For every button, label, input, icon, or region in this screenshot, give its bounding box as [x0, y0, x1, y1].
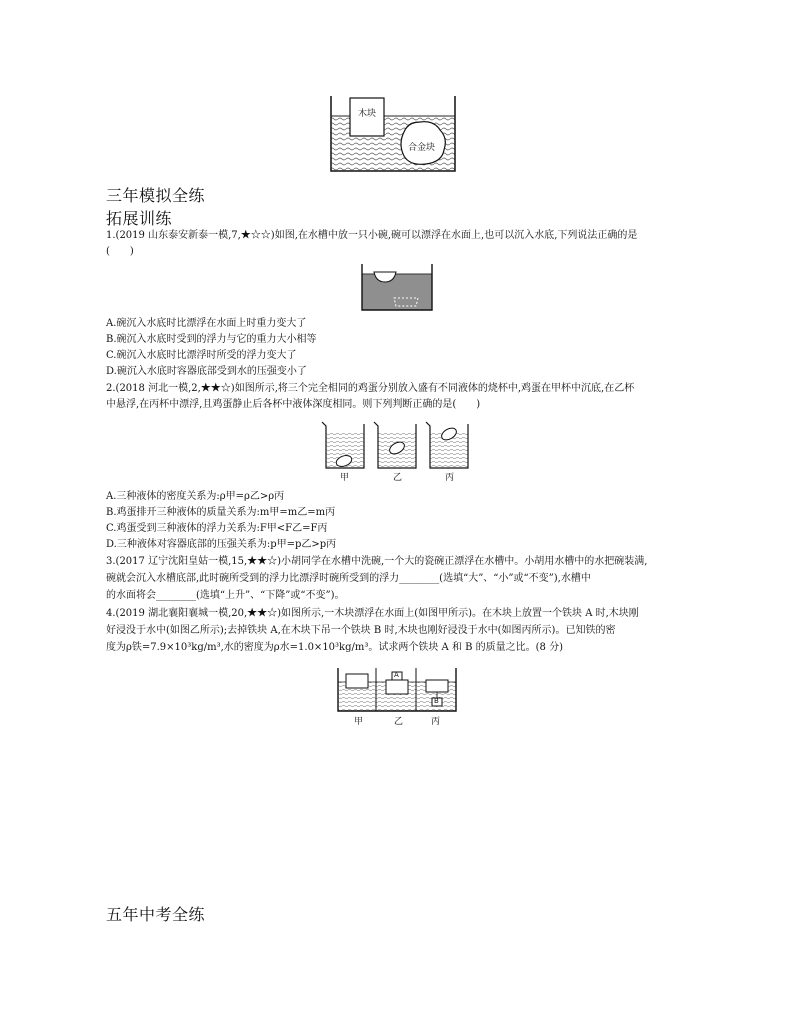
section-heading-extension: 拓展训练: [106, 209, 173, 228]
wood-label: 木块: [358, 109, 377, 119]
tank-label-yi: 乙: [394, 717, 404, 727]
beaker-label-bing: 丙: [445, 473, 455, 483]
q2-stem-line1: 2.(2018 河北一模,2,★★☆)如图所示,将三个完全相同的鸡蛋分别放入盛有不同液体的烧杯中,鸡蛋在甲杯中沉底,在乙杯: [106, 383, 635, 394]
tank-label-jia: 甲: [354, 717, 364, 727]
iron-b-label: B: [434, 697, 439, 705]
q1-option-b: B.碗沉入水底时受到的浮力与它的重力大小相等: [106, 334, 317, 345]
q1-option-a: A.碗沉入水底时比漂浮在水面上时重力变大了: [106, 318, 307, 329]
q1-option-c: C.碗沉入水底时比漂浮时所受的浮力变大了: [106, 350, 297, 361]
beaker-label-yi: 乙: [393, 473, 403, 483]
section-heading-three-year: 三年模拟全练: [106, 186, 206, 205]
q3-stem-line3: 的水面将会________(选填“上升”、“下降”或“不变”)。: [106, 590, 345, 601]
q3-stem-line2: 碗就会沉入水槽底部,此时碗所受到的浮力比漂浮时碗所受到的浮力________(选填“大”、“小”或“不变”),水槽中: [106, 573, 591, 584]
alloy-label: 合金块: [408, 143, 436, 153]
q1-stem-line1: 1.(2019 山东泰安新泰一模,7,★☆☆)如图,在水槽中放一只小碗,碗可以漂浮在水面上,也可以沉入水底,下列说法正确的是: [106, 230, 638, 241]
q2-option-d: D.三种液体对容器底部的压强关系为:p甲=p乙>p丙: [106, 539, 337, 550]
q2-stem-line2: 中悬浮,在丙杯中漂浮,且鸡蛋静止后各杯中液体深度相同。则下列判断正确的是( ): [106, 399, 481, 410]
q2-option-a: A.三种液体的密度关系为:ρ甲=ρ乙>ρ丙: [106, 491, 285, 502]
figure-wood-iron-tank: [336, 668, 458, 726]
wood-block-bing: [426, 680, 448, 692]
q4-stem-line1: 4.(2019 湖北襄阳襄城一模,20,★★☆)如图所示,一木块漂浮在水面上(如图甲所示)。在木块上放置一个铁块 A 时,木块刚: [106, 608, 639, 619]
q4-stem-line2: 好浸没于水中(如图乙所示);去掉铁块 A,在木块下吊一个铁块 B 时,木块也刚好浸没于水中(如图丙所示)。已知铁的密: [106, 625, 616, 636]
q4-stem-line3: 度为ρ铁=7.9×10³kg/m³,水的密度为ρ水=1.0×10³kg/m³。试求两个铁块 A 和 B 的质量之比。(8 分): [106, 642, 563, 653]
wood-block-yi: [386, 680, 408, 694]
tank-svg: [330, 96, 456, 172]
q2-option-c: C.鸡蛋受到三种液体的浮力关系为:F甲<F乙=F丙: [106, 523, 328, 534]
section-heading-five-year: 五年中考全练: [106, 905, 206, 924]
figure-bowl-tank: [360, 264, 434, 312]
beaker-label-jia: 甲: [340, 473, 350, 483]
q3-stem-line1: 3.(2017 辽宁沈阳皇姑一模,15,★★☆)小胡同学在水槽中洗碗,一个大的瓷碗正漂浮在水槽中。小胡用水槽中的水把碗装满,: [106, 556, 648, 567]
q2-option-b: B.鸡蛋排开三种液体的质量关系为:m甲=m乙=m丙: [106, 507, 336, 518]
iron-a-label: A: [394, 671, 399, 679]
tank-label-bing: 丙: [431, 717, 441, 727]
figure-three-beakers: [318, 420, 478, 482]
wood-block-jia: [346, 674, 368, 688]
figure-wood-alloy-tank: [330, 96, 456, 172]
q1-option-d: D.碗沉入水底时容器底部受到水的压强变小了: [106, 366, 307, 377]
q1-stem-line2: ( ): [106, 246, 134, 257]
